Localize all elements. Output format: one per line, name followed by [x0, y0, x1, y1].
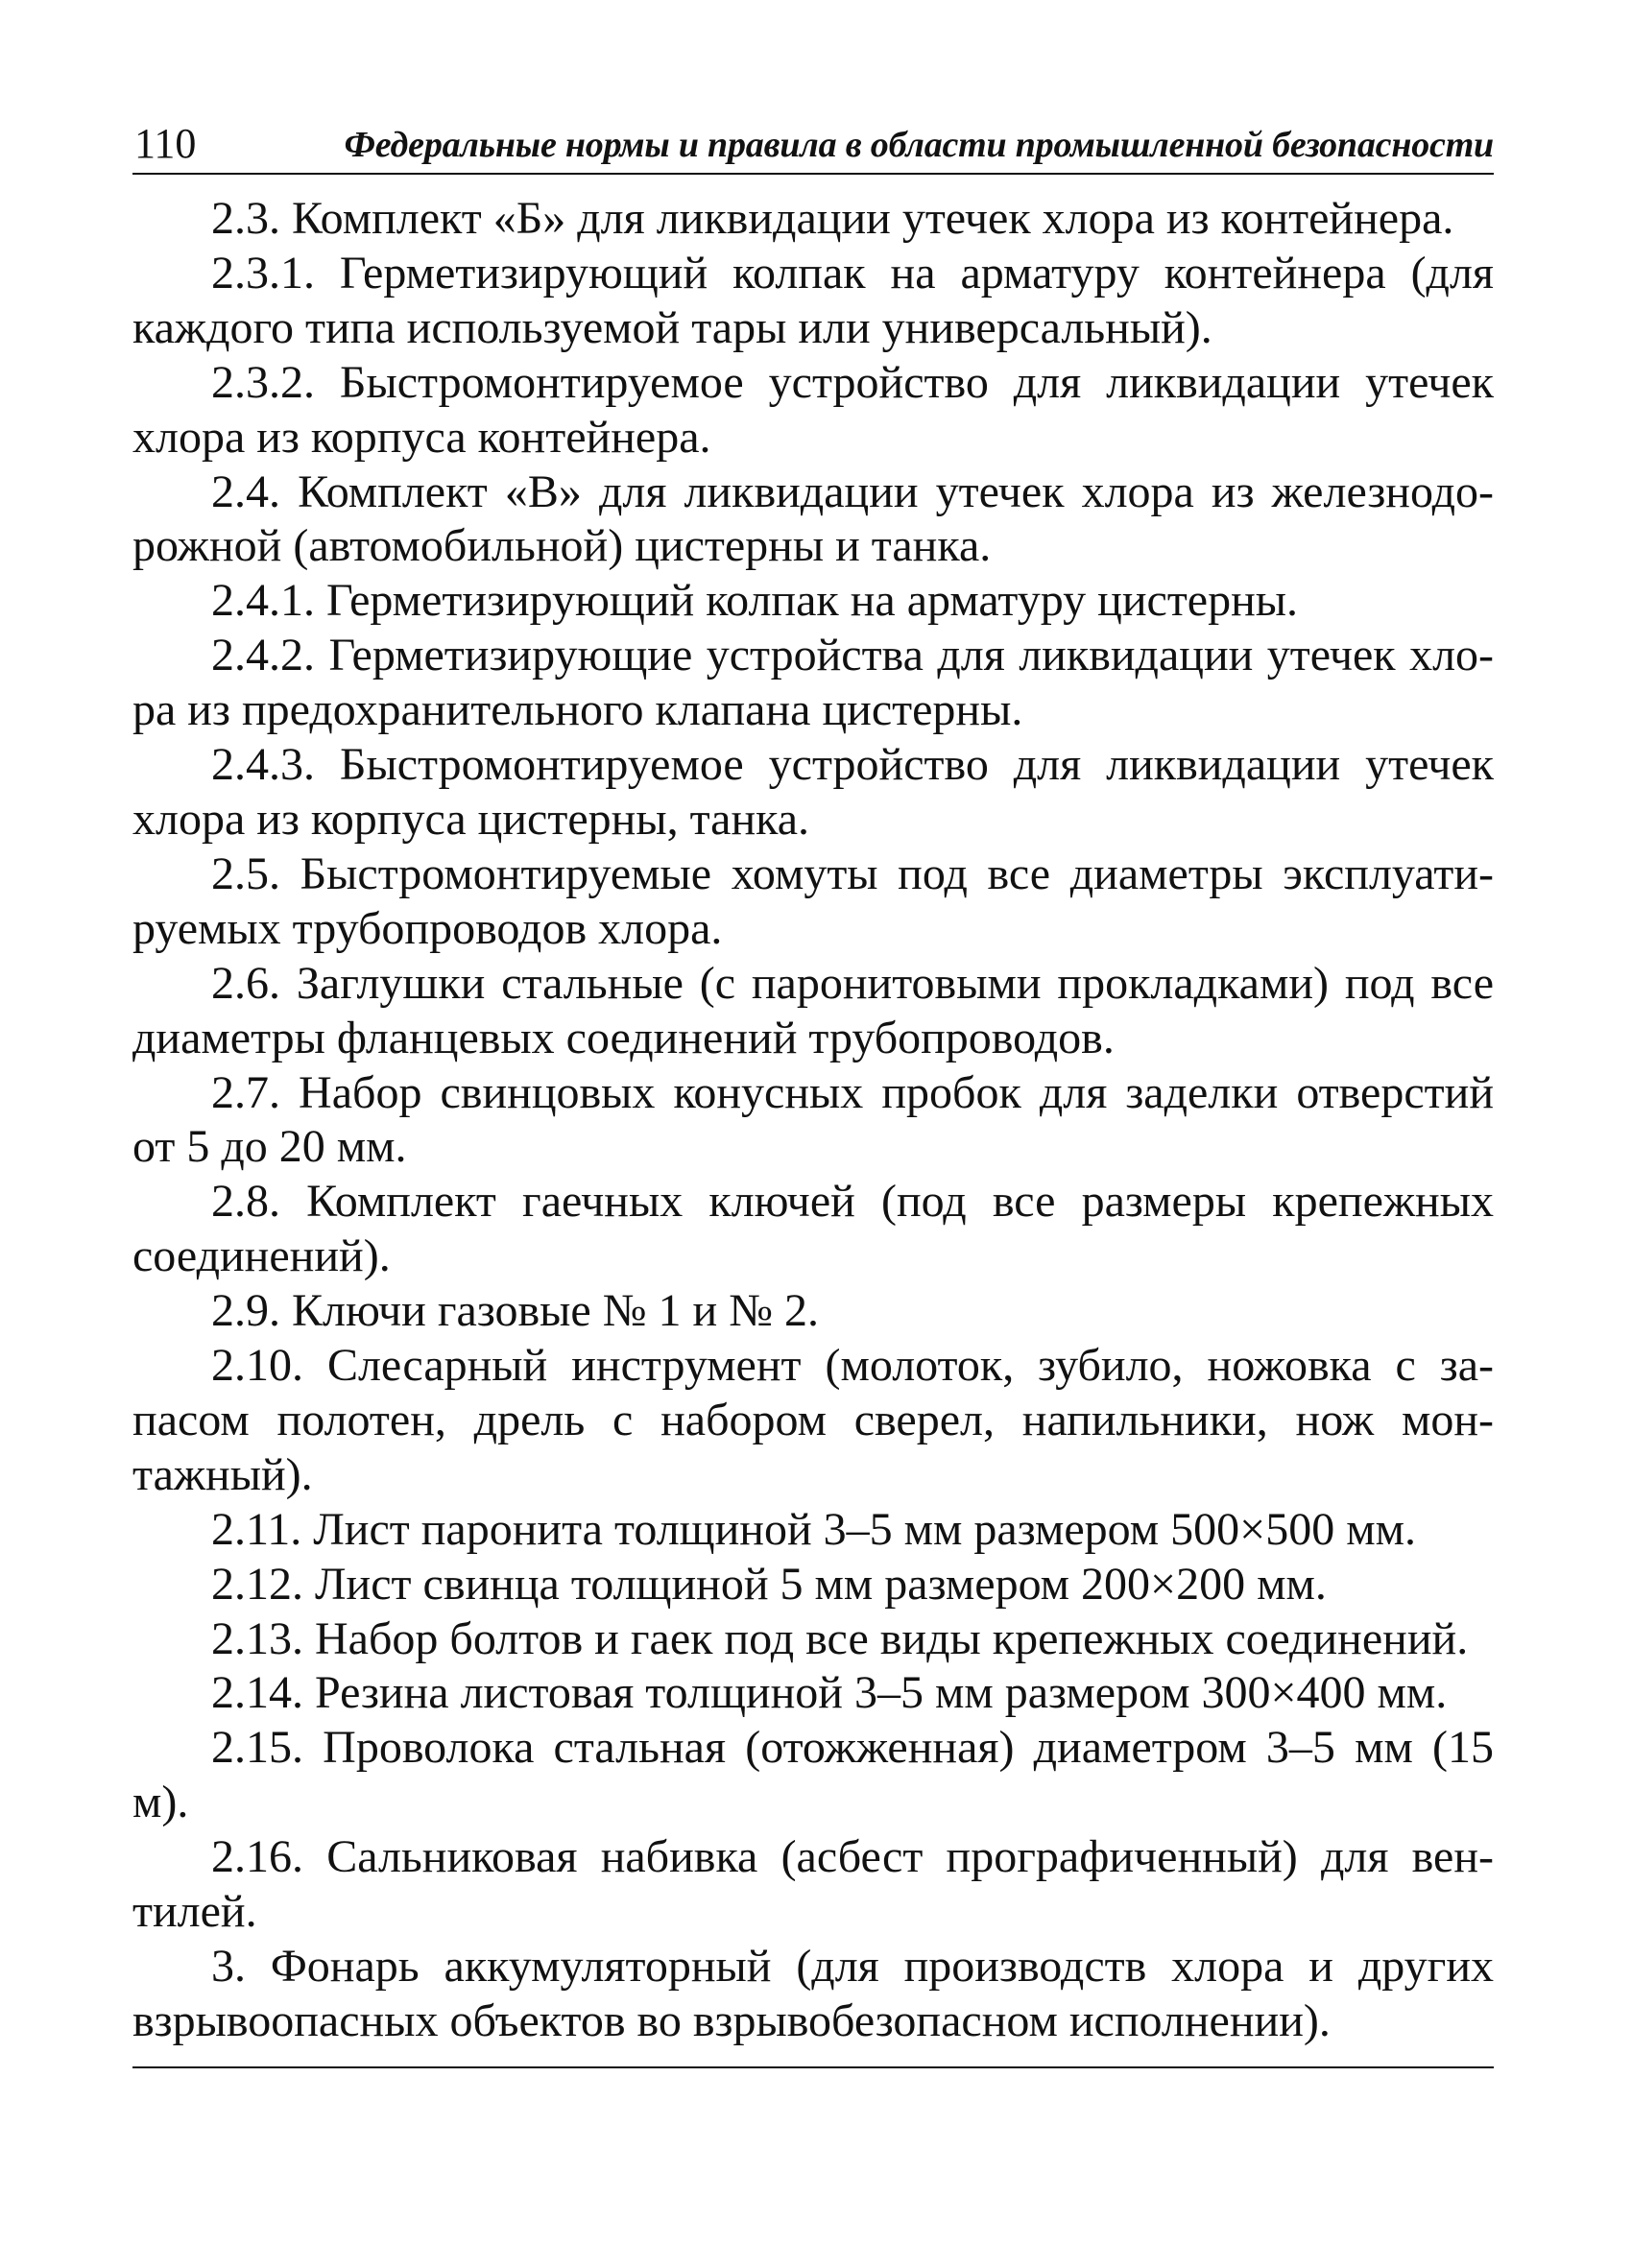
paragraph-2-3-2: 2.3.2. Быстромонтируемое устройство для ликвидации утечек хлора из корпуса контейнера.	[132, 356, 1494, 463]
page-number: 110	[134, 120, 197, 167]
paragraph-2-4-3: 2.4.3. Быстромонтируемое устройство для ликвидации утечек хлора из корпуса цистерны, танка.	[132, 739, 1494, 845]
paragraph-2-15: 2.15. Проволока стальная (отожженная) диаметром 3–5 мм (15 м).	[132, 1722, 1494, 1828]
page-header	[132, 113, 1494, 175]
paragraph-2-14: 2.14. Резина листовая толщиной 3–5 мм размером 300×400 мм.	[211, 1667, 1448, 1719]
paragraph-2-7: 2.7. Набор свинцовых конусных пробок для заделки отверстий от 5 до 20 мм.	[132, 1066, 1494, 1173]
paragraph-2-13: 2.13. Набор болтов и гаек под все виды крепежных соединений.	[211, 1612, 1469, 1664]
bottom-rule	[132, 2066, 1494, 2068]
document-page	[132, 113, 1494, 2068]
paragraph-2-3-1: 2.3.1. Герметизирующий колпак на арматуру контейнера (для каждого типа используемой тары или универсальный).	[132, 247, 1494, 353]
paragraph-2-4: 2.4. Комплект «В» для ликвидации утечек хлора из железнодорожной (автомобильной) цистерны и танка.	[132, 466, 1494, 572]
paragraph-2-9: 2.9. Ключи газовые № 1 и № 2.	[211, 1285, 819, 1337]
paragraph-2-16: 2.16. Сальниковая набивка (асбест прографиченный) для вентилей.	[132, 1831, 1494, 1938]
paragraph-3: 3. Фонарь аккумуляторный (для производств хлора и других взрывоопасных объектов во взрывобезопасном исполнении).	[132, 1941, 1494, 2046]
paragraph-2-4-1: 2.4.1. Герметизирующий колпак на арматуру цистерны.	[211, 575, 1299, 627]
paragraph-2-6: 2.6. Заглушки стальные (с паронитовыми прокладками) под все диаметры фланцевых соединений трубопроводов.	[132, 957, 1494, 1063]
body-text	[132, 192, 1494, 2049]
paragraph-2-5: 2.5. Быстромонтируемые хомуты под все диаметры эксплуатируемых трубопроводов хлора.	[132, 848, 1494, 954]
running-title: Федеральные нормы и правила в области промышленной безопасности	[344, 125, 1494, 165]
paragraph-2-4-2: 2.4.2. Герметизирующие устройства для ликвидации утечек хлора из предохранительного клапана цистерны.	[132, 630, 1494, 736]
paragraph-2-3: 2.3. Комплект «Б» для ликвидации утечек хлора из контейнера.	[211, 193, 1454, 244]
paragraph-2-12: 2.12. Лист свинца толщиной 5 мм размером 200×200 мм.	[211, 1558, 1327, 1610]
paragraph-2-11: 2.11. Лист паронита толщиной 3–5 мм размером 500×500 мм.	[211, 1503, 1416, 1555]
paragraph-2-8: 2.8. Комплект гаечных ключей (под все размеры крепежных соединений).	[132, 1176, 1494, 1282]
paragraph-2-10: 2.10. Слесарный инструмент (молоток, зубило, ножовка с запасом полотен, дрель с набором сверел, напильники, нож монтажный).	[132, 1340, 1494, 1500]
